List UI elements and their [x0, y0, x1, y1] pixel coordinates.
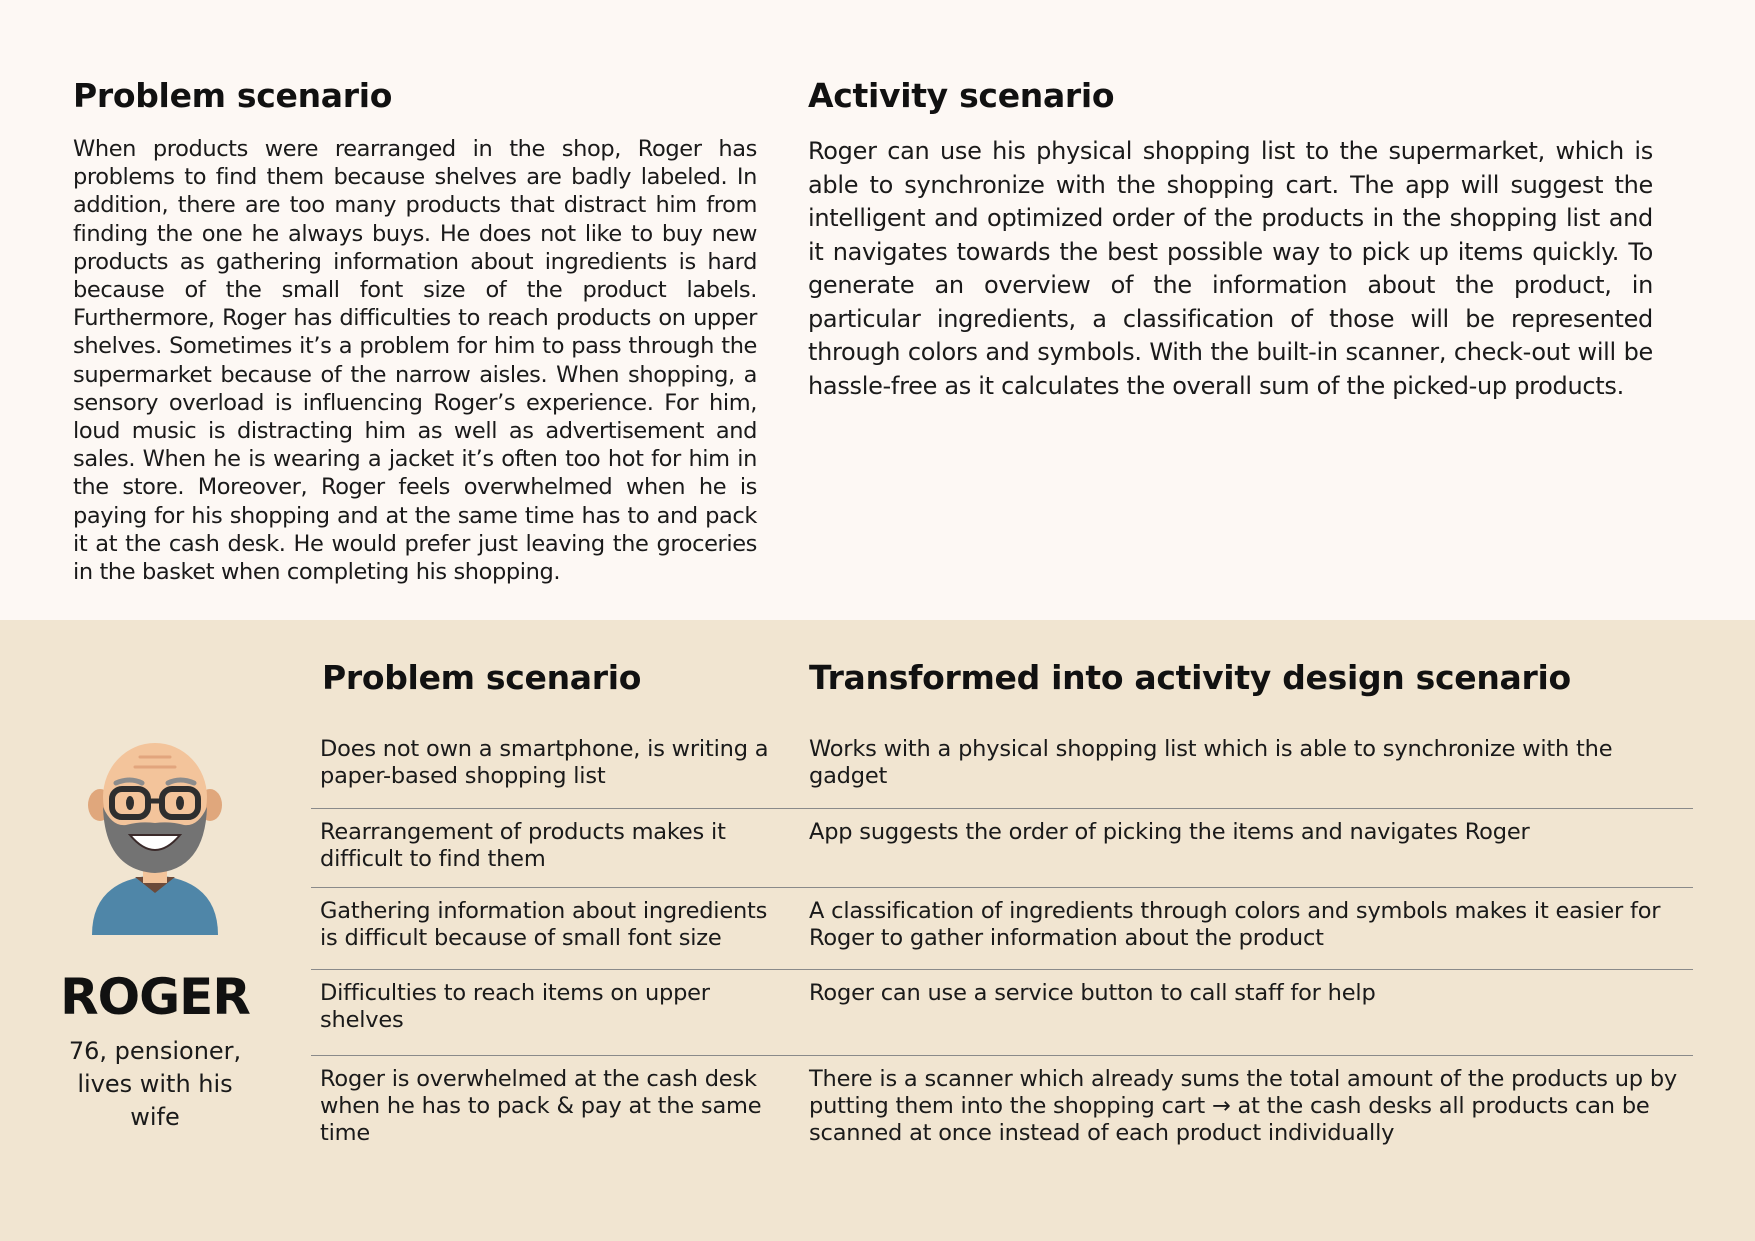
problem-cell: Gathering information about ingredients is difficult because of small font size [320, 898, 768, 951]
table-row [311, 734, 1693, 809]
activity-cell: A classification of ingredients through colors and symbols makes it easier for Roger to gather information about the product [809, 898, 1661, 951]
header-problem-scenario: Problem scenario [322, 658, 642, 697]
activity-cell: There is a scanner which already sums the total amount of the products up by putting them into the shopping cart → at the cash desks all products can be scanned at once instead of each product individually [809, 1066, 1678, 1146]
problem-cell: Difficulties to reach items on upper shelves [320, 980, 710, 1033]
activity-scenario-title: Activity scenario [808, 76, 1115, 115]
persona-name: ROGER [60, 968, 250, 1026]
scenario-comparison-table [311, 658, 1693, 1156]
problem-scenario-title: Problem scenario [73, 76, 393, 115]
table-row [311, 809, 1693, 888]
comparison-section [0, 620, 1755, 1241]
activity-cell: Works with a physical shopping list which is able to synchronize with the gadget [809, 736, 1613, 789]
problem-cell: Does not own a smartphone, is writing a paper-based shopping list [320, 736, 769, 789]
roger-avatar-icon [80, 735, 230, 935]
table-header [311, 658, 1693, 734]
activity-cell: App suggests the order of picking the items and navigates Roger [809, 819, 1530, 845]
table-row [311, 888, 1693, 970]
problem-scenario-text: When products were rearranged in the shop, Roger has problems to find them because shelves are badly labeled. In addition, there are too many products that distract him from finding the one he always buys. He does not like to buy new products as gathering information about ingredients is hard because of the small font size of the product labels. Furthermore, Roger has difficulties to reach products on upper shelves. Sometimes it’s a problem for him to pass through the supermarket because of the narrow aisles. When shopping, a sensory overload is influencing Roger’s experience. For him, loud music is distracting him as well as advertisement and sales. When he is wearing a jacket it’s often too hot for him in the store. Moreover, Roger feels overwhelmed when he is paying for his shopping and at the same time has to and pack it at the cash desk. He would prefer just leaving the groceries in the basket when completing his shopping. [73, 136, 757, 586]
activity-scenario-text: Roger can use his physical shopping list to the supermarket, which is able to synchronize with the shopping cart. The app will suggest the intelligent and optimized order of the products in the shopping list and it navigates towards the best possible way to pick up items quickly. To generate an overview of the information about the product, in particular ingredients, a classification of those will be represented through colors and symbols. With the built-in scanner, check-out will be hassle-free as it calculates the overall sum of the picked-up products. [808, 137, 1653, 400]
table-row [311, 970, 1693, 1056]
persona-description: 76, pensioner, lives with his wife [68, 1037, 242, 1131]
activity-scenario-block [808, 76, 1653, 403]
scenario-overview-section [0, 0, 1755, 620]
problem-scenario-block [73, 76, 757, 586]
header-activity-design-scenario: Transformed into activity design scenario [809, 658, 1571, 697]
problem-cell: Roger is overwhelmed at the cash desk when he has to pack & pay at the same time [320, 1066, 762, 1146]
problem-cell: Rearrangement of products makes it difficult to find them [320, 819, 726, 872]
table-row [311, 1056, 1693, 1156]
activity-cell: Roger can use a service button to call staff for help [809, 980, 1376, 1006]
